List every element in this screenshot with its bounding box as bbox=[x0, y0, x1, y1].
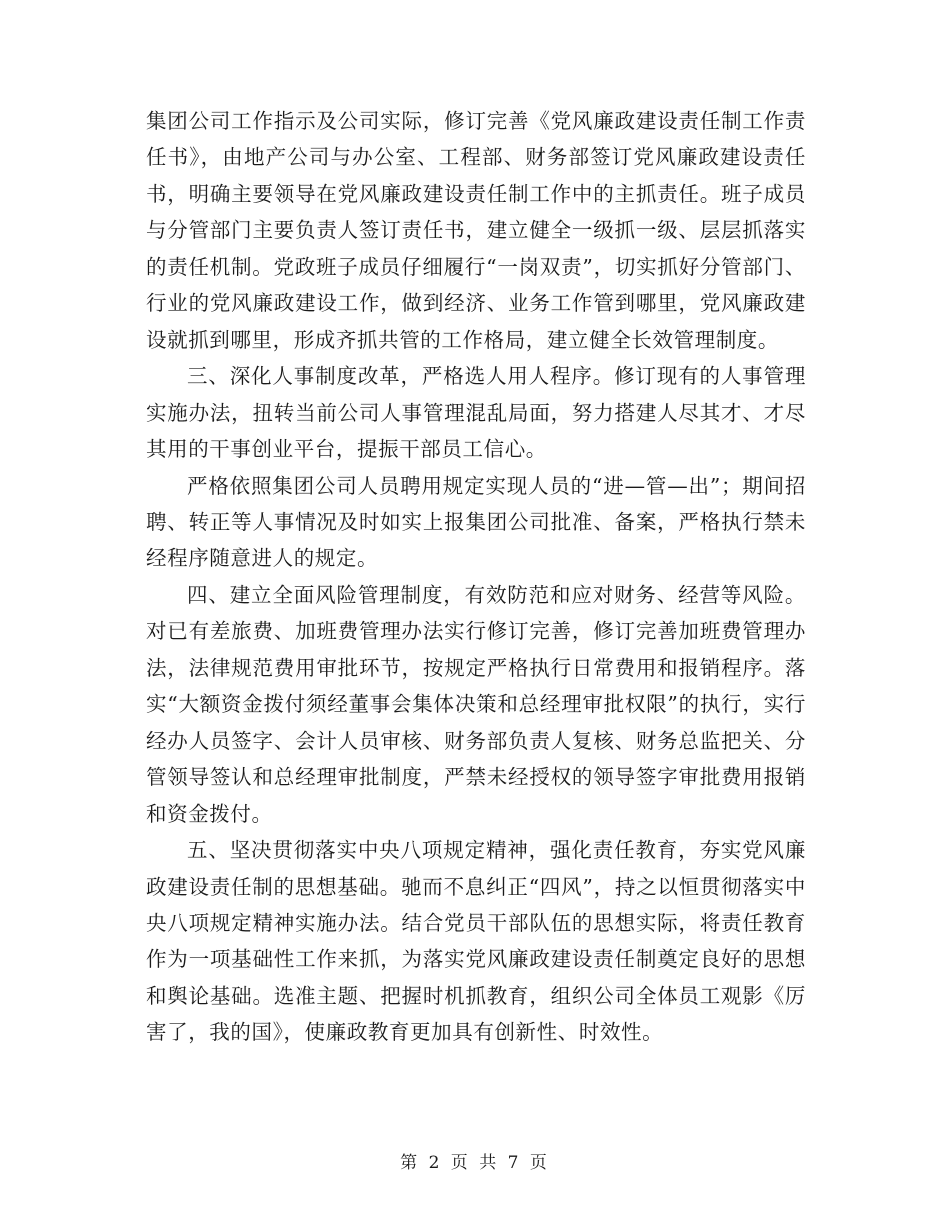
paragraph-section-4: 四、建立全面风险管理制度，有效防范和应对财务、经营等风险。对已有差旅费、加班费管理办法实行修订完善，修订完善加班费管理办法，法律规范费用审批环节，按规定严格执行日常费用和报销程序。落实“大额资金拨付须经董事会集体决策和总经理审批权限”的执行，实行经办人员签字、会计人员审核、财务部负责人复核、财务总监把关、分管领导签认和总经理审批制度，严禁未经授权的领导签字审批费用报销和资金拨付。 bbox=[146, 582, 806, 826]
paragraph-hiring-rules: 严格依照集团公司人员聘用规定实现人员的“进—管—出”；期间招聘、转正等人事情况及时如实上报集团公司批准、备案，严格执行禁未经程序随意进人的规定。 bbox=[146, 473, 806, 571]
page-number-footer: 第 2 页 共 7 页 bbox=[400, 1153, 550, 1173]
paragraph-continued: 集团公司工作指示及公司实际，修订完善《党风廉政建设责任制工作责任书》，由地产公司与办公室、工程部、财务部签订党风廉政建设责任书，明确主要领导在党风廉政建设责任制工作中的主抓责任。班子成员与分管部门主要负责人签订责任书，建立健全一级抓一级、层层抓落实的责任机制。党政班子成员仔细履行“一岗双责”，切实抓好分管部门、行业的党风廉政建设工作，做到经济、业务工作管到哪里，党风廉政建设就抓到哪里，形成齐抓共管的工作格局，建立健全长效管理制度。 bbox=[146, 109, 806, 352]
document-body bbox=[146, 103, 806, 1051]
paragraph-section-5: 五、坚决贯彻落实中央八项规定精神，强化责任教育，夯实党风廉政建设责任制的思想基础。驰而不息纠正“四风”，持之以恒贯彻落实中央八项规定精神实施办法。结合党员干部队伍的思想实际，将责任教育作为一项基础性工作来抓，为落实党风廉政建设责任制奠定良好的思想和舆论基础。选准主题、把握时机抓教育，组织公司全体员工观影《厉害了，我的国》，使廉政教育更加具有创新性、时效性。 bbox=[146, 838, 806, 1045]
paragraph-section-3: 三、深化人事制度改革，严格选人用人程序。修订现有的人事管理实施办法，扭转当前公司人事管理混乱局面，努力搭建人尽其才、才尽其用的干事创业平台，提振干部员工信心。 bbox=[146, 364, 806, 462]
